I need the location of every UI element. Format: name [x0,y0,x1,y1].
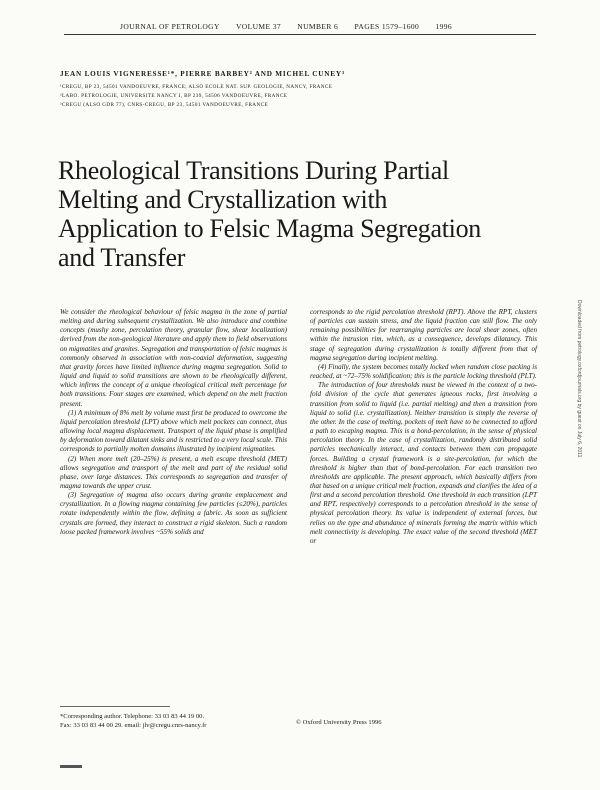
copyright: © Oxford University Press 1996 [296,719,382,726]
abstract-paragraph: (4) Finally, the system becomes totally locked when random close packing is reached, at ~72–75% solidification; this is the particle locking threshold (PLT). [310,362,537,381]
author-list: JEAN LOUIS VIGNERESSE¹*, PIERRE BARBEY² AND MICHEL CUNEY³ [60,70,345,78]
abstract-paragraph: We consider the rheological behaviour of felsic magma in the zone of partial melting and during subsequent crystallization. We also introduce and combine concepts (mushy zone, percolation theory, granular flow, shear localization) derived from the non-geological literature and apply them to field observations on migmatites and granites. Segregation and transportation of felsic magmas is commonly observed in association with non-coaxial deformation, suggesting that gravity forces have limited influence during magma segregation. Solid to liquid and liquid to solid transitions are shown to be rheologically different, which infirms the concept of a unique rheological critical melt percentage for both transitions. Four stages are examined, which depend on the melt fraction present. [60,308,287,408]
volume: VOLUME 37 [235,22,282,31]
footnote [60,712,206,730]
article-title: Rheological Transitions During Partial Melting and Crystallization with Application to Felsic Magma Segregation and Transfer [58,156,481,272]
abstract-paragraph: (1) A minimum of 8% melt by volume must first be produced to overcome the liquid percolation threshold (LPT) above which melt pockets can connect, thus allowing local magma displacement. Transport of the liquid phase is amplified by deformation toward dilatant sinks and is restricted to a very local scale. This corresponds to partially molten domains illustrated by incipient migmatites. [60,408,287,454]
issue-number: NUMBER 6 [297,22,339,31]
abstract-left-column [60,308,287,537]
affiliation-2: ²LABO. PETROLOGIE, UNIVERSITE NANCY I, BP 239, 54506 VANDOEUVRE, FRANCE [60,93,288,99]
journal-name: JOURNAL OF PETROLOGY [120,22,220,31]
page-range: PAGES 1579–1600 [354,22,420,31]
abstract-paragraph: (3) Segregation of magma also occurs during granite emplacement and crystallization. In a flowing magma containing few particles (≤20%), particles rotate independently within the flow, defining a fabric. As soon as sufficient crystals are formed, they interact to construct a rigid skeleton. Such a random loose packed framework involves ~55% solids and [60,491,287,536]
download-side-note: Downloaded from petrology.oxfordjournals.org by guest on July 6, 2011 [576,300,582,458]
footnote-line-2: Fax: 33 03 83 44 00 29. email: jlv@cregu.cnrs-nancy.fr [60,722,207,729]
running-header [120,22,466,31]
year: 1996 [435,22,453,31]
footnote-line-1: *Corresponding author. Telephone: 33 03 83 44 19 00. [60,713,205,720]
abstract-paragraph: corresponds to the rigid percolation threshold (RPT). Above the RPT, clusters of particles can sustain stress, and the liquid fraction can still flow. The only remaining possibilities for rearranging particles are local shear zones, often within the intrusion rim, which, as a consequence, develops dilatancy. This stage of segregation during crystallization is totally different from that of magma segregation during incipient melting. [310,308,537,362]
affiliation-3: ³CREGU (ALSO GDR 77), CNRS-CREGU, BP 23, 54501 VANDOEUVRE, FRANCE [60,102,269,108]
affiliation-1: ¹CREGU, BP 23, 54501 VANDOEUVRE, FRANCE; ALSO ECOLE NAT. SUP. GEOLOGIE, NANCY, FRANCE [60,84,333,90]
header-rule [64,34,536,35]
page-mark [60,765,82,768]
abstract-paragraph: (2) When more melt (20–25%) is present, a melt escape threshold (MET) allows segregation and transport of the melt and part of the residual solid phase, over large distances. This corresponds to segregation and transfer of magma towards the upper crust. [60,454,287,490]
abstract-paragraph: The introduction of four thresholds must be viewed in the context of a two-fold division of the cycle that generates igneous rocks, first involving a transition from solid to liquid (i.e. partial melting) and then a transition from liquid to solid (i.e. crystallization). Neither transition is simply the reverse of the other. In the case of melting, pockets of melt have to be connected to afford a path to escaping magma. This is a bond-percolation, in the sense of physical percolation theory. In the case of crystallization, randomly distributed solid particles mechanically interact, and contacts between them can propagate forces. Building a crystal framework is a site-percolation, for which the threshold is higher than that of bond-percolation. For each transition two thresholds are applicable. The present approach, which basically differs from that based on a unique critical melt fraction, expands and clarifies the idea of a first and a second percolation threshold. One threshold in each transition (LPT and RPT, respectively) corresponds to a percolation threshold in the sense of physical percolation theory. Its value is independent of external forces, but relies on the type and abundance of minerals forming the matrix within which melt connectivity is developing. The exact value of the second threshold (MET or [310,381,537,545]
footnote-rule [60,706,170,707]
abstract-right-column [310,308,537,546]
